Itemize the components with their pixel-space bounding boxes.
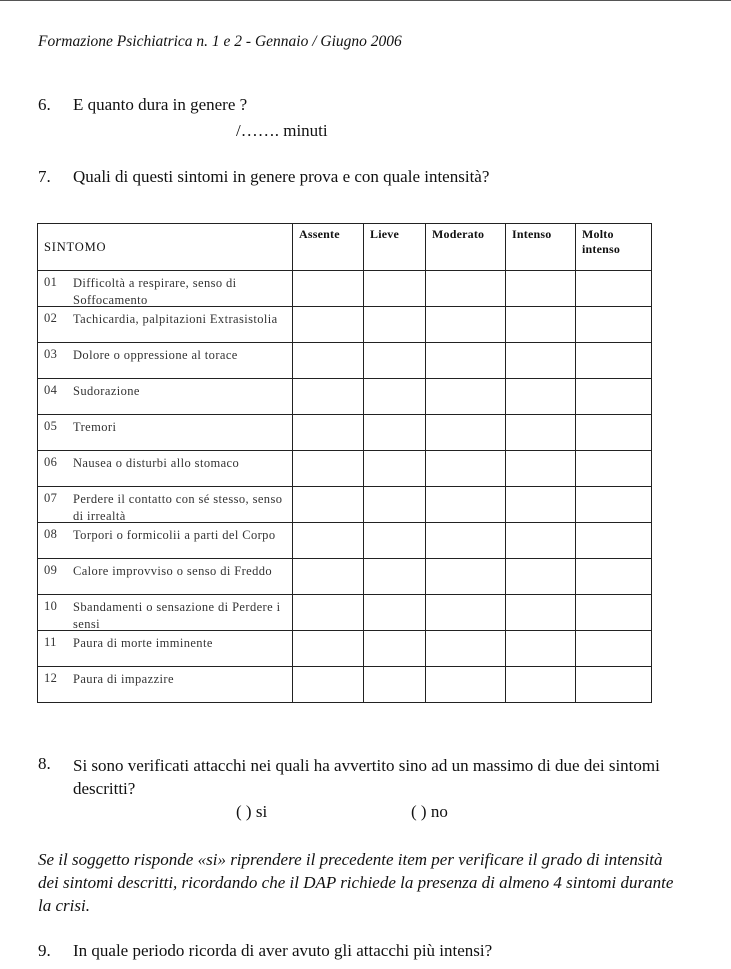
symptom-label: Torpori o formicolii a parti del Corpo	[73, 528, 276, 542]
column-header-lieve: Lieve	[364, 224, 426, 271]
intensity-cell-molto-intenso[interactable]	[576, 523, 652, 559]
symptom-cell	[38, 595, 293, 631]
intensity-cell-moderato[interactable]	[426, 631, 506, 667]
question-text: In quale periodo ricorda di aver avuto gli attacchi più intensi?	[73, 941, 493, 960]
intensity-cell-assente[interactable]	[293, 271, 364, 307]
table-header-row	[38, 224, 652, 271]
symptom-number: 08	[44, 527, 58, 541]
intensity-cell-moderato[interactable]	[426, 379, 506, 415]
symptom-cell	[38, 487, 293, 523]
symptom-label: Sbandamenti o sensazione di Perdere i sensi	[73, 600, 281, 631]
column-header-assente: Assente	[293, 224, 364, 271]
column-header-sintomo: SINTOMO	[38, 224, 293, 271]
intensity-cell-assente[interactable]	[293, 595, 364, 631]
intensity-cell-molto-intenso[interactable]	[576, 595, 652, 631]
table-row	[38, 415, 652, 451]
intensity-cell-assente[interactable]	[293, 667, 364, 703]
table-row	[38, 307, 652, 343]
symptom-label: Perdere il contatto con sé stesso, senso di irrealtà	[73, 492, 283, 523]
symptom-cell	[38, 559, 293, 595]
intensity-cell-molto-intenso[interactable]	[576, 487, 652, 523]
table-row	[38, 559, 652, 595]
intensity-cell-assente[interactable]	[293, 487, 364, 523]
question-number: 8.	[38, 754, 51, 773]
symptom-number: 05	[44, 419, 58, 433]
intensity-cell-assente[interactable]	[293, 343, 364, 379]
intensity-cell-lieve[interactable]	[364, 487, 426, 523]
instruction-note: Se il soggetto risponde «si» riprendere il precedente item per verificare il grado di intensità dei sintomi descritti, ricordando che il DAP richiede la presenza di almeno 4 sintomi durante la crisi.	[38, 850, 674, 915]
table-row	[38, 343, 652, 379]
intensity-cell-molto-intenso[interactable]	[576, 415, 652, 451]
question-text: Si sono verificati attacchi nei quali ha avvertito sino ad un massimo di due dei sintomi descritti?	[73, 756, 660, 798]
intensity-cell-assente[interactable]	[293, 523, 364, 559]
symptom-label: Paura di morte imminente	[73, 636, 213, 650]
table-row	[38, 487, 652, 523]
symptom-number: 07	[44, 491, 58, 505]
intensity-cell-lieve[interactable]	[364, 271, 426, 307]
intensity-cell-assente[interactable]	[293, 307, 364, 343]
symptom-label: Calore improvviso o senso di Freddo	[73, 564, 273, 578]
intensity-cell-moderato[interactable]	[426, 559, 506, 595]
symptom-number: 10	[44, 599, 58, 613]
symptom-cell	[38, 523, 293, 559]
intensity-cell-moderato[interactable]	[426, 307, 506, 343]
intensity-cell-assente[interactable]	[293, 631, 364, 667]
intensity-cell-intenso[interactable]	[506, 379, 576, 415]
intensity-cell-intenso[interactable]	[506, 631, 576, 667]
intensity-cell-intenso[interactable]	[506, 415, 576, 451]
intensity-cell-moderato[interactable]	[426, 343, 506, 379]
question-number: 7.	[38, 167, 51, 186]
symptom-number: 06	[44, 455, 58, 469]
option-no[interactable]: ( ) no	[411, 802, 448, 821]
option-si[interactable]: ( ) si	[236, 802, 268, 821]
symptom-label: Difficoltà a respirare, senso di Soffocamento	[73, 276, 237, 307]
intensity-cell-molto-intenso[interactable]	[576, 271, 652, 307]
intensity-cell-lieve[interactable]	[364, 559, 426, 595]
symptom-number: 12	[44, 671, 58, 685]
intensity-cell-lieve[interactable]	[364, 451, 426, 487]
symptom-cell	[38, 343, 293, 379]
symptom-number: 02	[44, 311, 58, 325]
intensity-cell-lieve[interactable]	[364, 379, 426, 415]
symptom-table	[37, 223, 652, 703]
intensity-cell-molto-intenso[interactable]	[576, 631, 652, 667]
intensity-cell-lieve[interactable]	[364, 343, 426, 379]
intensity-cell-molto-intenso[interactable]	[576, 451, 652, 487]
table-row	[38, 631, 652, 667]
question-number: 6.	[38, 95, 51, 114]
intensity-cell-molto-intenso[interactable]	[576, 559, 652, 595]
intensity-cell-moderato[interactable]	[426, 595, 506, 631]
intensity-cell-moderato[interactable]	[426, 451, 506, 487]
question-text: Quali di questi sintomi in genere prova e con quale intensità?	[73, 167, 490, 186]
intensity-cell-lieve[interactable]	[364, 307, 426, 343]
symptom-cell	[38, 667, 293, 703]
intensity-cell-moderato[interactable]	[426, 523, 506, 559]
symptom-cell	[38, 451, 293, 487]
intensity-cell-moderato[interactable]	[426, 415, 506, 451]
intensity-cell-moderato[interactable]	[426, 487, 506, 523]
intensity-cell-moderato[interactable]	[426, 667, 506, 703]
symptom-cell	[38, 271, 293, 307]
intensity-cell-molto-intenso[interactable]	[576, 667, 652, 703]
intensity-cell-molto-intenso[interactable]	[576, 379, 652, 415]
intensity-cell-lieve[interactable]	[364, 415, 426, 451]
intensity-cell-intenso[interactable]	[506, 595, 576, 631]
column-header-moderato: Moderato	[426, 224, 506, 271]
intensity-cell-assente[interactable]	[293, 379, 364, 415]
question-number: 9.	[38, 941, 51, 960]
symptom-number: 09	[44, 563, 58, 577]
symptom-cell	[38, 307, 293, 343]
intensity-cell-intenso[interactable]	[506, 523, 576, 559]
symptom-label: Dolore o oppressione al torace	[73, 348, 238, 362]
symptom-label: Sudorazione	[73, 384, 140, 398]
intensity-cell-moderato[interactable]	[426, 271, 506, 307]
page-header: Formazione Psichiatrica n. 1 e 2 - Gennaio / Giugno 2006	[38, 33, 402, 50]
symptom-label: Nausea o disturbi allo stomaco	[73, 456, 240, 470]
intensity-cell-lieve[interactable]	[364, 667, 426, 703]
intensity-cell-lieve[interactable]	[364, 595, 426, 631]
symptom-cell	[38, 415, 293, 451]
symptom-label: Paura di impazzire	[73, 672, 174, 686]
intensity-cell-intenso[interactable]	[506, 451, 576, 487]
table-row	[38, 271, 652, 307]
intensity-cell-molto-intenso[interactable]	[576, 307, 652, 343]
intensity-cell-assente[interactable]	[293, 559, 364, 595]
symptom-cell	[38, 631, 293, 667]
intensity-cell-lieve[interactable]	[364, 523, 426, 559]
intensity-cell-lieve[interactable]	[364, 631, 426, 667]
question-text: E quanto dura in genere ?	[73, 95, 248, 114]
intensity-cell-intenso[interactable]	[506, 487, 576, 523]
intensity-cell-intenso[interactable]	[506, 343, 576, 379]
intensity-cell-assente[interactable]	[293, 415, 364, 451]
intensity-cell-intenso[interactable]	[506, 559, 576, 595]
table-row	[38, 451, 652, 487]
symptom-cell	[38, 379, 293, 415]
intensity-cell-intenso[interactable]	[506, 667, 576, 703]
intensity-cell-intenso[interactable]	[506, 307, 576, 343]
symptom-label: Tremori	[73, 420, 117, 434]
duration-answer-field[interactable]: /……. minuti	[236, 121, 328, 140]
table-row	[38, 379, 652, 415]
symptom-number: 11	[44, 635, 57, 649]
intensity-cell-assente[interactable]	[293, 451, 364, 487]
intensity-cell-molto-intenso[interactable]	[576, 343, 652, 379]
symptom-number: 04	[44, 383, 58, 397]
table-row	[38, 595, 652, 631]
table-row	[38, 667, 652, 703]
intensity-cell-intenso[interactable]	[506, 271, 576, 307]
column-header-molto-intenso: Molto intenso	[576, 224, 652, 271]
top-rule	[0, 0, 731, 1]
column-header-intenso: Intenso	[506, 224, 576, 271]
symptom-label: Tachicardia, palpitazioni Extrasistolia	[73, 312, 278, 326]
table-row	[38, 523, 652, 559]
symptom-number: 03	[44, 347, 58, 361]
symptom-number: 01	[44, 275, 58, 289]
